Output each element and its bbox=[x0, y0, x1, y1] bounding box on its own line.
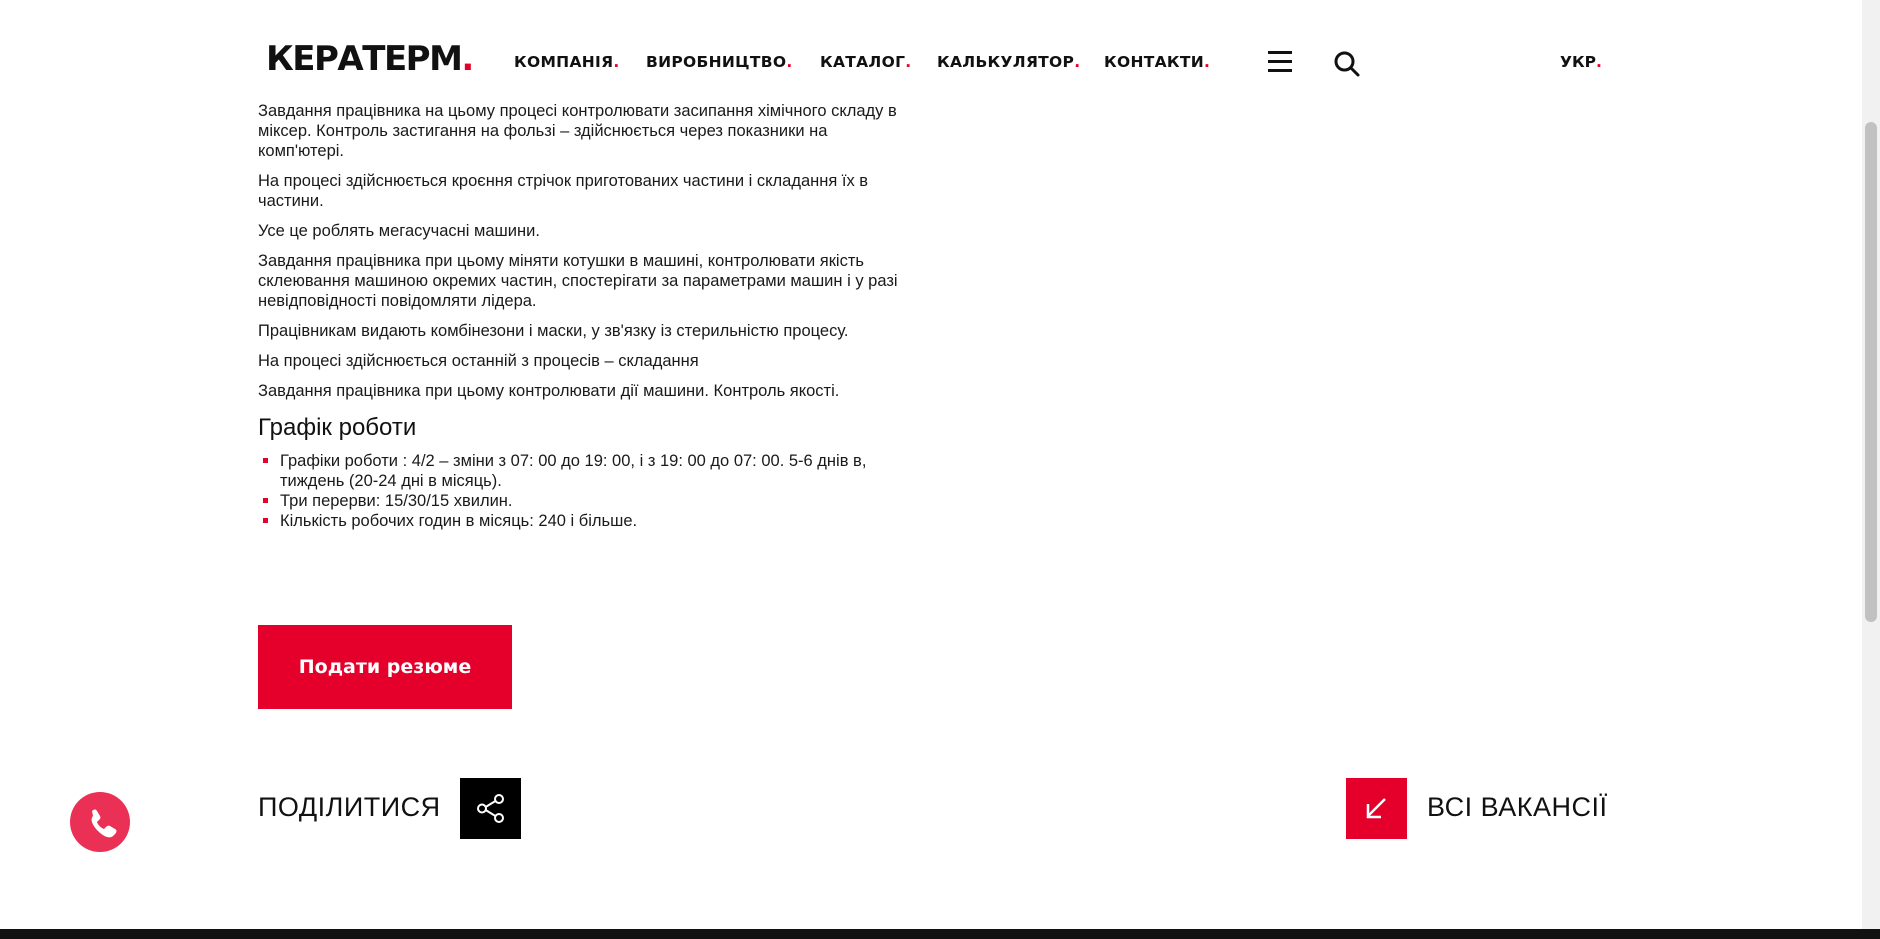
arrow-down-left-icon[interactable] bbox=[1346, 778, 1407, 839]
paragraph: Усе це роблять мегасучасні машини. bbox=[258, 222, 540, 240]
paragraph: На процесі здійснюється кроєння стрічок приготованих частини і складання їх в частини. bbox=[258, 172, 869, 210]
nav-item-calculator[interactable]: КАЛЬКУЛЯТОР. bbox=[937, 53, 1081, 71]
language-switcher[interactable]: УКР. bbox=[1560, 53, 1602, 71]
paragraph: На процесі здійснюється останній з процесів – складання bbox=[258, 352, 699, 370]
site-header bbox=[0, 0, 1862, 94]
paragraph: Завдання працівника при цьому контролювати дії машини. Контроль якості. bbox=[258, 382, 840, 400]
list-item: Графіки роботи : 4/2 – зміни з 07: 00 до 19: 00, і з 19: 00 до 07: 00. 5-6 днів в, тиждень (20-24 дні в місяць). bbox=[280, 451, 918, 491]
logo-dot: . bbox=[461, 39, 473, 79]
bottom-bar bbox=[0, 929, 1880, 939]
hamburger-icon[interactable] bbox=[1268, 51, 1294, 73]
schedule-heading: Графік роботи bbox=[258, 414, 417, 441]
paragraph: Завдання працівника при цьому міняти котушки в машині, контролювати якість склеювання машиною окремих частин, спостерігати за параметрами машин і у разі невідповідності повідомляти лідера. bbox=[258, 252, 898, 310]
vacancy-description bbox=[258, 101, 918, 531]
nav-item-production[interactable]: ВИРОБНИЦТВО. bbox=[646, 53, 793, 71]
paragraph: Завдання працівника на цьому процесі контролювати засипання хімічного складу в міксер. Контроль застигання на фользі – здійснюється через показники на комп'ютері. bbox=[258, 102, 897, 160]
list-item: Три перерви: 15/30/15 хвилин. bbox=[280, 491, 918, 511]
search-icon[interactable] bbox=[1333, 50, 1361, 78]
nav-item-company[interactable]: КОМПАНІЯ. bbox=[514, 53, 620, 71]
logo[interactable] bbox=[266, 39, 473, 79]
scrollbar[interactable] bbox=[1862, 0, 1880, 929]
submit-resume-button[interactable]: Подати резюме bbox=[258, 625, 512, 709]
paragraph: Працівникам видають комбінезони і маски, у зв'язку із стерильністю процесу. bbox=[258, 322, 849, 340]
share-icon[interactable] bbox=[460, 778, 521, 839]
phone-icon[interactable] bbox=[70, 792, 130, 852]
nav-item-contacts[interactable]: КОНТАКТИ. bbox=[1104, 53, 1211, 71]
schedule-list bbox=[258, 451, 918, 531]
nav-item-catalog[interactable]: КАТАЛОГ. bbox=[820, 53, 912, 71]
all-vacancies-link[interactable]: ВСІ ВАКАНСІЇ bbox=[1427, 792, 1608, 822]
scrollbar-thumb[interactable] bbox=[1865, 122, 1877, 622]
logo-text: КЕРАТЕРМ bbox=[266, 39, 462, 79]
list-item: Кількість робочих годин в місяць: 240 і більше. bbox=[280, 511, 918, 531]
share-label: ПОДІЛИТИСЯ bbox=[258, 792, 441, 822]
